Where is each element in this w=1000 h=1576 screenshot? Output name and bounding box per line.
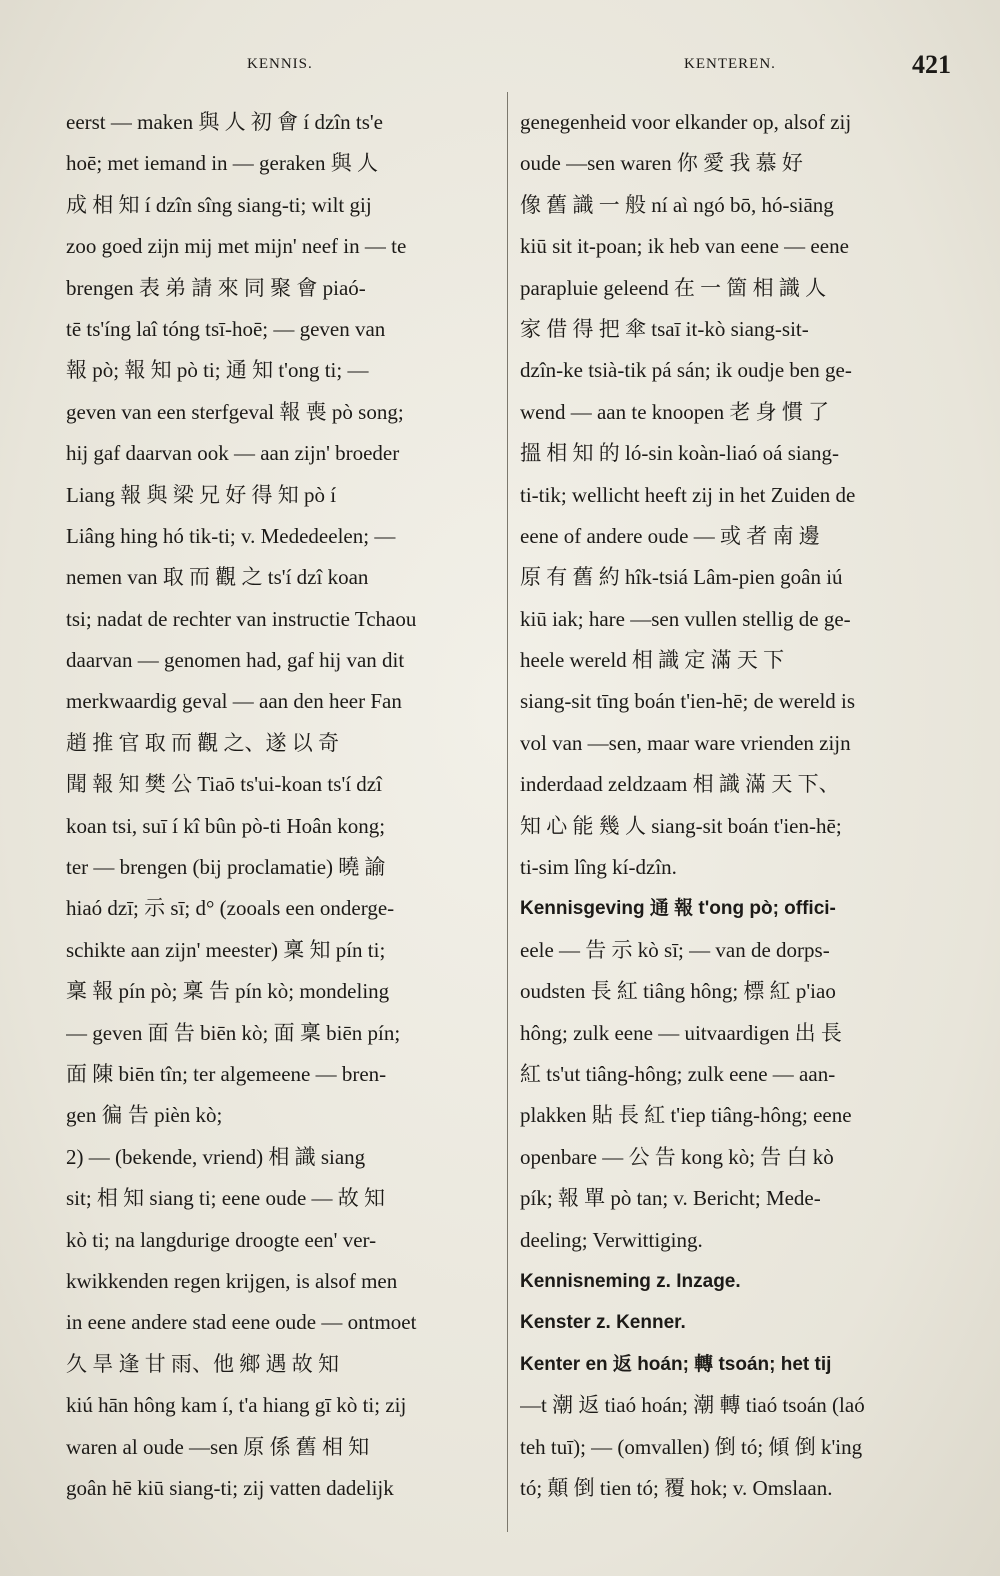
text-line: 久 旱 逢 甘 雨、他 鄉 遇 故 知 (66, 1351, 339, 1376)
text-line: Liang 報 與 梁 兄 好 得 知 pò í (66, 482, 337, 507)
text-line: pík; 報 單 pò tan; v. Bericht; Mede- (520, 1186, 821, 1211)
text-line: schikte aan zijn' meester) 稟 知 pín ti; (66, 937, 386, 962)
text-line: Liâng hing hó tik-ti; v. Mededeelen; — (66, 523, 396, 548)
text-line: vol van —sen, maar ware vrienden zijn (520, 730, 851, 755)
text-line: plakken 貼 長 紅 t'iep tiâng-hông; eene (520, 1103, 852, 1128)
text-line: goân hē kiū siang-ti; zij vatten dadelijk (66, 1475, 394, 1500)
text-line: hông; zulk eene — uitvaardigen 出 長 (520, 1020, 842, 1045)
text-line: kiú hān hông kam í, t'a hiang gī kò ti; zij (66, 1393, 407, 1418)
text-line: wend — aan te knoopen 老 身 慣 了 (520, 399, 830, 424)
text-line: brengen 表 弟 請 來 同 聚 會 piaó- (66, 275, 366, 300)
text-line: tó; 顛 倒 tien tó; 覆 hok; v. Omslaan. (520, 1475, 833, 1500)
text-line: 像 舊 識 一 般 ní aì ngó bō, hó-siāng (520, 192, 834, 217)
text-line: eene of andere oude — 或 者 南 邊 (520, 523, 820, 548)
text-line: hiaó dzī; 示 sī; d° (zooals een onderge- (66, 896, 395, 921)
text-line: Kenster z. Kenner. (520, 1312, 686, 1334)
text-line: dzîn-ke tsià-tik pá sán; ik oudje ben ge- (520, 358, 852, 383)
text-line: kiū sit it-poan; ik heb van eene — eene (520, 234, 849, 259)
text-line: ti-sim lîng kí-dzîn. (520, 855, 677, 880)
text-line: Kenter en 返 hoán; 轉 tsoán; het tij (520, 1353, 832, 1375)
text-line: kwikkenden regen krijgen, is alsof men (66, 1268, 398, 1293)
text-line: tsi; nadat de rechter van instructie Tchaou (66, 606, 417, 631)
text-line: oudsten 長 紅 tiâng hông; 標 紅 p'iao (520, 979, 836, 1004)
text-line: Kennisgeving 通 報 t'ong pò; offici- (520, 898, 836, 920)
text-line: 原 有 舊 約 hîk-tsiá Lâm-pien goân iú (520, 565, 843, 590)
text-line: deeling; Verwittiging. (520, 1227, 703, 1252)
text-line: 知 心 能 幾 人 siang-sit boán t'ien-hē; (520, 813, 842, 838)
text-line: 2) — (bekende, vriend) 相 識 siang (66, 1144, 366, 1169)
text-line: kò ti; na langdurige droogte een' ver- (66, 1227, 377, 1252)
text-line: 聞 報 知 樊 公 Tiaō ts'ui-koan ts'í dzî (66, 772, 382, 797)
text-line: tē ts'íng laî tóng tsī-hoē; — geven van (66, 316, 386, 341)
text-line: geven van een sterfgeval 報 喪 pò song; (66, 399, 404, 424)
text-line: merkwaardig geval — aan den heer Fan (66, 689, 402, 714)
right-column (520, 102, 952, 1509)
column-divider (507, 92, 508, 1532)
text-line: 搵 相 知 的 ló-sin koàn-liaó oá siang- (520, 441, 840, 466)
text-line: heele wereld 相 識 定 滿 天 下 (520, 648, 785, 673)
text-line: kiū iak; hare —sen vullen stellig de ge- (520, 606, 851, 631)
text-line: koan tsi, suī í kî bûn pò-ti Hoân kong; (66, 813, 386, 838)
text-line: gen 徧 告 pièn kò; (66, 1103, 223, 1128)
text-line: in eene andere stad eene oude — ontmoet (66, 1310, 417, 1335)
text-line: ti-tik; wellicht heeft zij in het Zuiden de (520, 482, 856, 507)
text-line: 紅 ts'ut tiâng-hông; zulk eene — aan- (520, 1061, 836, 1086)
text-line: sit; 相 知 siang ti; eene oude — 故 知 (66, 1186, 386, 1211)
text-line: waren al oude —sen 原 係 舊 相 知 (66, 1434, 370, 1459)
text-line: openbare — 公 告 kong kò; 告 白 kò (520, 1144, 834, 1169)
text-line: parapluie geleend 在 一 箇 相 識 人 (520, 275, 827, 300)
text-line: hoē; met iemand in — geraken 與 人 (66, 151, 378, 176)
left-column (66, 102, 498, 1509)
text-line: 成 相 知 í dzîn sîng siang-ti; wilt gij (66, 192, 372, 217)
text-line: hij gaf daarvan ook — aan zijn' broeder (66, 441, 400, 466)
text-line: inderdaad zeldzaam 相 識 滿 天 下、 (520, 772, 840, 797)
text-line: ter — brengen (bij proclamatie) 曉 諭 (66, 855, 386, 880)
page-number: 421 (912, 50, 951, 79)
text-line: 稟 報 pín pò; 稟 告 pín kò; mondeling (66, 979, 390, 1004)
text-line: eele — 告 示 kò sī; — van de dorps- (520, 937, 830, 962)
text-line: zoo goed zijn mij met mijn' neef in — te (66, 234, 407, 259)
text-line: teh tuī); — (omvallen) 倒 tó; 傾 倒 k'ing (520, 1434, 863, 1459)
text-line: 報 pò; 報 知 pò ti; 通 知 t'ong ti; — (66, 358, 369, 383)
text-line: siang-sit tīng boán t'ien-hē; de wereld is (520, 689, 856, 714)
text-line: daarvan — genomen had, gaf hij van dit (66, 648, 405, 673)
text-line: eerst — maken 與 人 初 會 í dzîn ts'e (66, 110, 383, 134)
text-line: 趙 推 官 取 而 觀 之、遂 以 奇 (66, 730, 339, 755)
text-line: 面 陳 biēn tîn; ter algemeene — bren- (66, 1061, 387, 1086)
text-line: — geven 面 告 biēn kò; 面 稟 biēn pín; (66, 1020, 401, 1045)
running-head-left: KENNIS. (247, 56, 313, 72)
running-head-right: KENTEREN. (684, 56, 776, 72)
text-line: —t 潮 返 tiaó hoán; 潮 轉 tiaó tsoán (laó (520, 1393, 865, 1418)
text-line: genegenheid voor elkander op, alsof zij (520, 110, 852, 134)
text-line: 家 借 得 把 傘 tsaī it-kò siang-sit- (520, 316, 809, 341)
text-line: nemen van 取 而 觀 之 ts'í dzî koan (66, 565, 369, 590)
text-line: Kennisneming z. Inzage. (520, 1270, 741, 1292)
text-line: oude —sen waren 你 愛 我 慕 好 (520, 151, 803, 176)
